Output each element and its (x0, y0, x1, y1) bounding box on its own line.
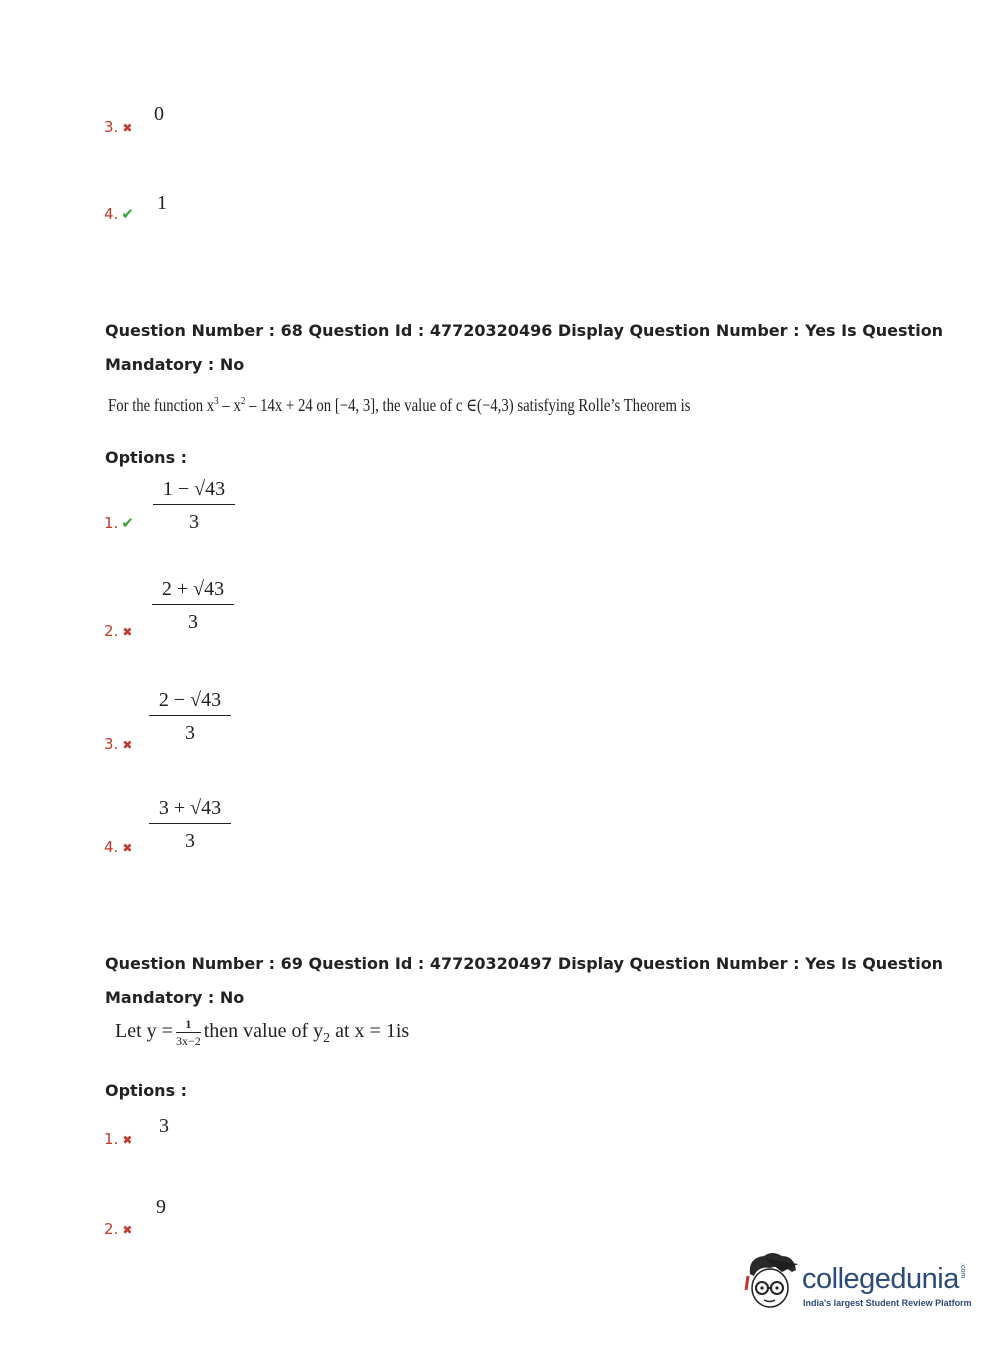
options-label: Options : (105, 448, 188, 467)
correct-check-icon: ✔ (121, 205, 134, 223)
question-header: Question Number : 68 Question Id : 47720320496 Display Question Number : Yes Is Question (105, 321, 944, 340)
wrong-mark-icon: ✖ (122, 625, 133, 639)
denominator: 3x−2 (175, 1034, 201, 1048)
denominator: 3 (188, 611, 198, 633)
question-header: Question Number : 69 Question Id : 47720320497 Display Question Number : Yes Is Question (105, 954, 944, 973)
denominator: 3 (189, 511, 199, 533)
text-part: Let y = (115, 1020, 173, 1043)
option-value: 1 (157, 192, 167, 214)
brand-suffix: .com (958, 1263, 966, 1279)
wrong-mark-icon: ✖ (122, 1223, 133, 1237)
option-number: 3. (104, 735, 119, 753)
text-part: then value of y (203, 1020, 324, 1043)
option-number: 4. (104, 205, 119, 223)
denominator: 3 (185, 722, 195, 744)
numerator: 1 − √43 (153, 478, 235, 505)
question-header-mandatory: Mandatory : No (105, 355, 245, 374)
option-value: 9 (156, 1196, 166, 1218)
option-4 (104, 837, 132, 856)
wrong-mark-icon: ✖ (122, 841, 133, 855)
wrong-mark-icon: ✖ (122, 121, 133, 135)
option-1 (104, 513, 134, 532)
option-fraction (152, 578, 234, 634)
numerator: 1 (176, 1018, 201, 1033)
exponent: 2 (240, 395, 246, 407)
wrong-mark-icon: ✖ (122, 738, 133, 752)
inline-fraction (176, 1018, 201, 1047)
numerator: 2 − √43 (149, 689, 231, 716)
option-number: 2. (104, 1220, 119, 1238)
mascot-logo-icon (742, 1250, 802, 1312)
wrong-mark-icon: ✖ (122, 1133, 133, 1147)
option-number: 1. (104, 1130, 119, 1148)
option-number: 2. (104, 622, 119, 640)
correct-check-icon: ✔ (121, 514, 134, 532)
option-fraction (153, 478, 235, 534)
text-part: For the function x (108, 395, 215, 415)
option-1 (104, 1129, 132, 1148)
option-2 (104, 1219, 132, 1238)
option-number: 4. (104, 838, 119, 856)
option-2 (104, 621, 132, 640)
option-value: 0 (154, 103, 164, 125)
question-text (108, 395, 690, 416)
denominator: 3 (185, 830, 195, 852)
brand-name: collegedunia (802, 1263, 959, 1295)
option-3 (104, 734, 132, 753)
option-value: 3 (159, 1115, 169, 1137)
option-number: 3. (104, 118, 119, 136)
numerator: 3 + √43 (149, 797, 231, 824)
question-text (115, 1018, 409, 1047)
option-number: 1. (104, 514, 119, 532)
subscript: 2 (323, 1031, 331, 1047)
brand-tagline: India's largest Student Review Platform (803, 1298, 972, 1308)
numerator: 2 + √43 (152, 578, 234, 605)
prev-option-3 (104, 117, 132, 136)
option-fraction (149, 797, 231, 853)
options-label: Options : (105, 1081, 188, 1100)
text-part: at x = 1is (330, 1020, 410, 1043)
brand-logo (802, 1263, 966, 1296)
prev-option-4 (104, 204, 134, 223)
text-part: – x (218, 395, 241, 415)
option-fraction (149, 689, 231, 745)
text-part: – 14x + 24 on [−4, 3], the value of c ∈(−4,3) satisfying Rolle’s Theorem is (245, 395, 691, 415)
exponent: 3 (214, 395, 219, 407)
question-header-mandatory: Mandatory : No (105, 988, 245, 1007)
